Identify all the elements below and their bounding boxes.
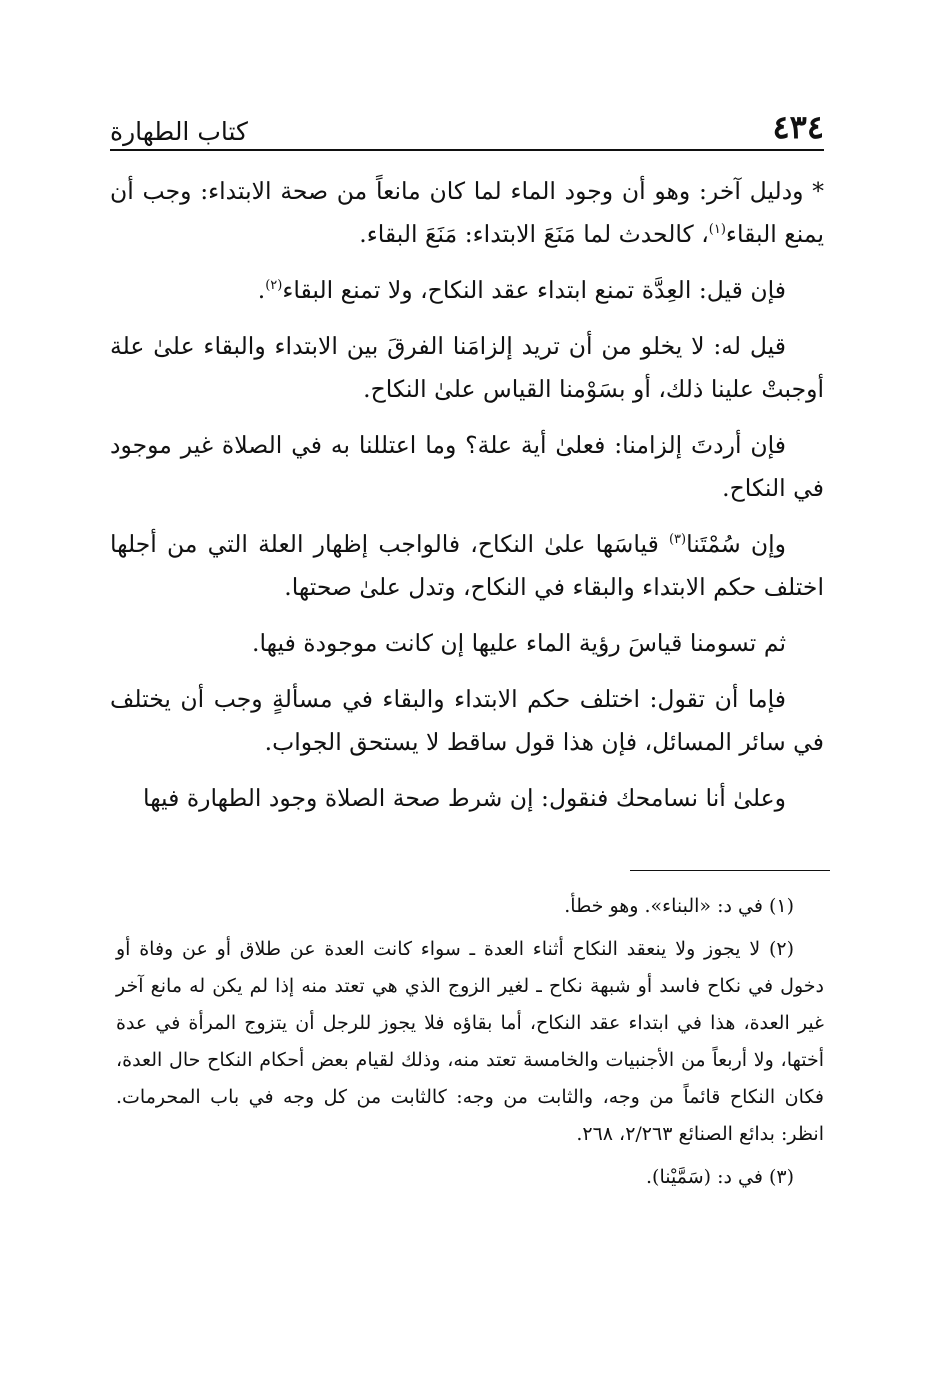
paragraph-2: [110, 269, 824, 312]
footnote-ref-1: (١): [708, 222, 726, 238]
footnote-ref-2: (٢): [265, 278, 283, 294]
running-header: [110, 100, 824, 146]
book-title: كتاب الطهارة: [110, 117, 248, 146]
paragraph-1: [110, 170, 824, 256]
main-text: [110, 170, 824, 833]
footnote-divider: [630, 870, 830, 871]
paragraph-4: فإن أردتَ إلزامنا: فعلىٰ أية علة؟ وما اعتللنا به في الصلاة غير موجود في النكاح.: [110, 431, 824, 502]
paragraph-7: فإما أن تقول: اختلف حكم الابتداء والبقاء في مسألةٍ وجب أن يختلف في سائر المسائل، فإن هذا قول ساقط لا يستحق الجواب.: [110, 685, 824, 756]
paragraph-3: قيل له: لا يخلو من أن تريد إلزامَنا الفرقَ بين الابتداء والبقاء علىٰ علة أوجبتْ علينا ذلك، أو بسَوْمنا القياس علىٰ النكاح.: [110, 332, 824, 403]
paragraph-1-text: * ودليل آخر: وهو أن وجود الماء لما كان مانعاً من صحة الابتداء: وجب أن يمنع البقاء: [110, 177, 824, 248]
paragraph-5-head: وإن سُمْتَنا: [686, 530, 787, 558]
footnote-3: (٣) في د: (سَمَّيْنا).: [646, 1166, 794, 1188]
footnote-ref-3: (٣): [668, 532, 687, 548]
paragraph-2-tail: .: [257, 276, 266, 304]
paragraph-5-tail: قياسَها علىٰ النكاح، فالواجب إظهار العلة التي من أجلها اختلف حكم الابتداء والبقاء في النكاح، وتدل علىٰ صحتها.: [110, 530, 824, 601]
paragraph-1-tail: ، كالحدث لما مَنَعَ الابتداء: مَنَعَ البقاء.: [359, 220, 709, 248]
paragraph-6: ثم تسومنا قياسَ رؤية الماء عليها إن كانت موجودة فيها.: [252, 629, 786, 657]
paragraph-5: [110, 523, 824, 609]
footnotes: [116, 888, 824, 1202]
paragraph-8: وعلىٰ أنا نسامحك فنقول: إن شرط صحة الصلاة وجود الطهارة فيها: [143, 784, 786, 812]
header-divider: [110, 149, 824, 151]
paragraph-2-text: فإن قيل: العِدَّة تمنع ابتداء عقد النكاح، ولا تمنع البقاء: [282, 276, 786, 304]
footnote-1: (١) في د: «البناء». وهو خطأ.: [564, 895, 794, 917]
page-number: ٤٣٤: [772, 108, 824, 146]
footnote-2: (٢) لا يجوز ولا ينعقد النكاح أثناء العدة ـ سواء كانت العدة عن طلاق أو عن وفاة أو دخول في نكاح فاسد أو شبهة نكاح ـ لغير الزوج الذي هي تعتد منه إذا لم يكن له مانع آخر غير العدة، هذا في ابتداء عقد النكاح، أما بقاؤه فلا يجوز للرجل أن يتزوج المرأة في عدة أختها، ولا أربعاً من الأجنبيات والخامسة تعتد منه، وذلك لقيام بعض أحكام النكاح حال العدة، فكان النكاح قائماً من وجه، والثابت من وجه: كالثابت من كل وجه في باب المحرمات. انظر: بدائع الصنائع ٢/٢٦٣، ٢٦٨.: [116, 938, 824, 1145]
